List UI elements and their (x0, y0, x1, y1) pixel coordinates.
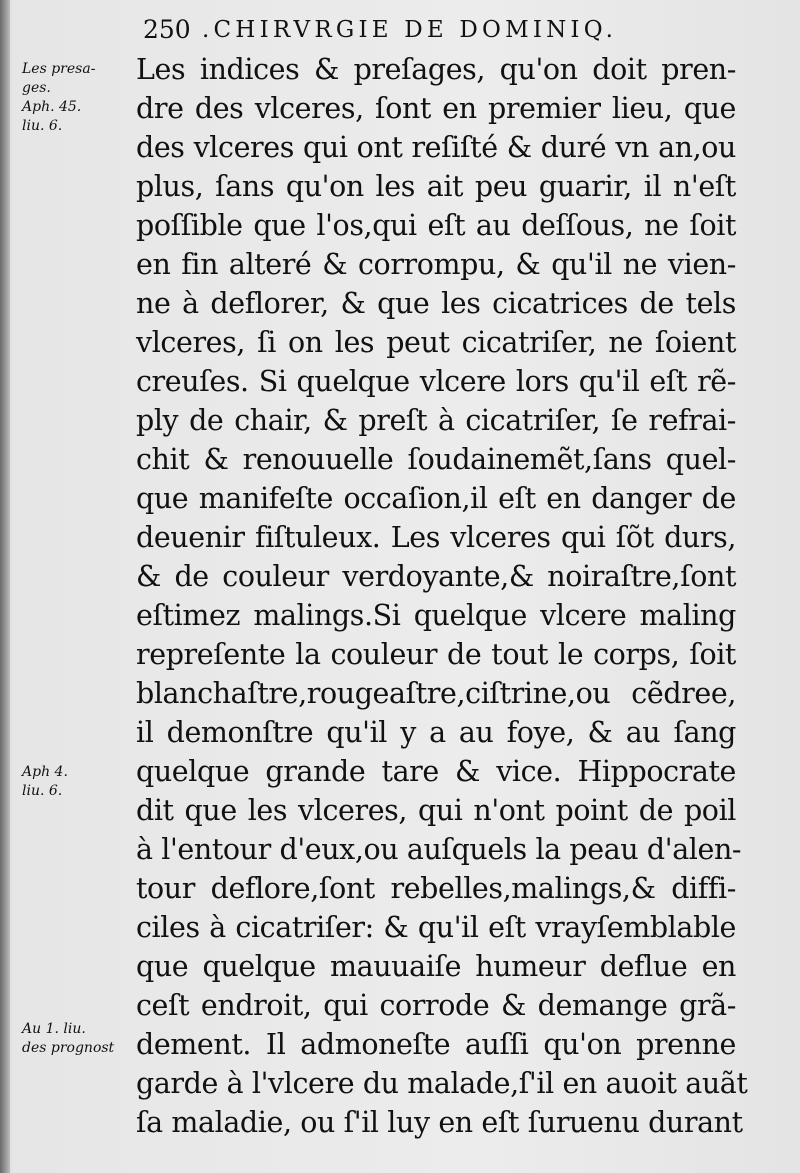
text-line: vlceres, ſi on les peut cicatriſer, ne ſoient (136, 326, 736, 359)
margin-note-line: liu. 6. (22, 783, 63, 799)
text-line: tour deflore,ſont rebelles,malings,& diffi- (136, 872, 736, 905)
text-line: ne à deflorer, & que les cicatrices de tels (136, 287, 736, 320)
margin-note-line: Aph 4. (22, 764, 68, 780)
text-line: Les indices & preſages, qu'on doit pren- (136, 53, 736, 86)
text-line: & de couleur verdoyante,& noiraſtre,ſont (136, 560, 736, 593)
margin-note-line: Aph. 45. (22, 99, 82, 115)
margin-note-line: Les presa- (22, 61, 96, 77)
text-line: ciles à cicatriſer: & qu'il eſt vrayſemblable (136, 911, 736, 944)
page-number: 250 (143, 15, 191, 44)
text-line: garde à l'vlcere du malade,ſ'il en auoit auãt (136, 1067, 748, 1100)
text-line: à l'entour d'eux,ou auſquels la peau d'alen- (136, 833, 742, 866)
page-gutter (0, 0, 10, 1173)
text-line: en fin alteré & corrompu, & qu'il ne vien- (136, 248, 736, 281)
margin-note-line: Au 1. liu. (22, 1021, 86, 1037)
text-line: plus, ſans qu'on les ait peu guarir, il n'eſt (136, 170, 736, 203)
margin-note-line: liu. 6. (22, 118, 63, 134)
text-line: blanchaſtre,rougeaſtre,ciſtrine,ou cẽdree, (136, 677, 736, 710)
body-text (136, 50, 748, 1142)
text-line: eſtimez malings.Si quelque vlcere maling (136, 599, 736, 632)
margin-note-presages (22, 60, 140, 136)
text-line: dement. Il admoneſte auſſi qu'on prenne (136, 1028, 736, 1061)
margin-note-aphorism (22, 763, 140, 801)
running-title: .CHIRVRGIE DE DOMINIQ. (202, 17, 618, 43)
text-line: dit que les vlceres, qui n'ont point de poil (136, 794, 736, 827)
text-line: poſſible que l'os,qui eſt au deſſous, ne ſoit (136, 209, 736, 242)
text-line: ceſt endroit, qui corrode & demange grã- (136, 989, 736, 1022)
text-line: que quelque mauuaiſe humeur deflue en (136, 950, 736, 983)
text-line: ſa maladie, ou ſ'il luy en eſt ſuruenu durant (136, 1106, 743, 1139)
text-line: repreſente la couleur de tout le corps, ſoit (136, 638, 736, 671)
text-line: deuenir fiſtuleux. Les vlceres qui ſõt durs, (136, 521, 736, 554)
text-line: il demonſtre qu'il y a au foye, & au ſang (136, 716, 736, 749)
text-line: creuſes. Si quelque vlcere lors qu'il eſt rẽ- (136, 365, 736, 398)
margin-note-line: ges. (22, 80, 51, 96)
text-line: quelque grande tare & vice. Hippocrate (136, 755, 736, 788)
text-line: chit & renouuelle ſoudainemẽt,ſans quel- (136, 443, 736, 476)
text-line: des vlceres qui ont reſiſté & duré vn an,ou (136, 131, 736, 164)
margin-note-line: des prognost (22, 1040, 115, 1056)
text-line: ply de chair, & preſt à cicatriſer, ſe refrai- (136, 404, 736, 437)
text-line: dre des vlceres, ſont en premier lieu, que (136, 92, 736, 125)
running-head (0, 10, 800, 50)
text-line: que manifeſte occaſion,il eſt en danger de (136, 482, 736, 515)
margin-note-prognostics (22, 1020, 140, 1058)
